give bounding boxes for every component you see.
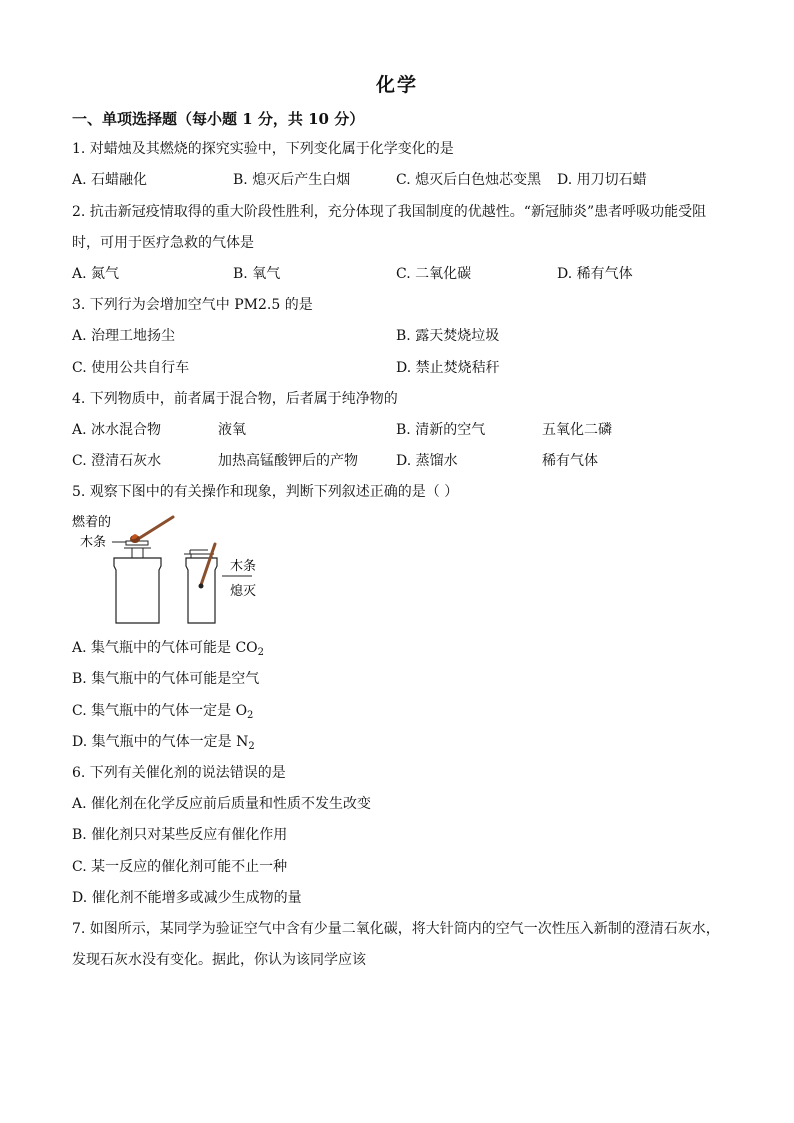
question-7-stem-line1: 7. 如图所示，某同学为验证空气中含有少量二氧化碳，将大针筒内的空气一次性压入新制的澄清石灰水， [72,921,720,937]
question-3-stem: 3. 下列行为会增加空气中 PM2.5 的是 [72,297,313,313]
question-4-option-b-first: B. 清新的空气 [396,422,486,438]
question-1-option-c: C. 熄灭后白色烛芯变黑 [396,172,542,188]
page-title: 化学 [375,74,418,96]
question-6-option-c: C. 某一反应的催化剂可能不止一种 [72,859,288,875]
question-3-option-c: C. 使用公共自行车 [72,360,190,376]
question-6-option-d: D. 催化剂不能增多或减少生成物的量 [72,890,302,906]
question-1-stem: 1. 对蜡烛及其燃烧的探究实验中，下列变化属于化学变化的是 [72,141,454,157]
question-4-option-a-first: A. 冰水混合物 [72,422,162,438]
left-gas-jar [114,541,161,623]
extinguished-wood-stick [199,544,216,589]
figure-label-burning: 燃着的 [72,515,112,530]
question-4-option-c-first: C. 澄清石灰水 [72,453,162,469]
question-2-option-b: B. 氧气 [233,266,281,282]
question-4-option-d-second: 稀有气体 [542,453,598,469]
question-2-stem-line2: 时，可用于医疗急救的气体是 [72,235,254,251]
question-7-stem-line2: 发现石灰水没有变化。据此，你认为该同学应该 [72,952,366,968]
question-5-option-a [72,638,264,658]
question-5-option-b: B. 集气瓶中的气体可能是空气 [72,671,260,687]
question-4-option-c-second: 加热高锰酸钾后的产物 [218,453,358,469]
figure-label-stick-left: 木条 [80,535,107,550]
gas-jar-figure [72,510,272,630]
subscript: 2 [257,647,265,658]
question-2-option-a: A. 氮气 [72,266,120,282]
question-4-option-d-first: D. 蒸馏水 [396,453,458,469]
question-4-option-b-second: 五氧化二磷 [542,422,612,438]
question-6-option-b: B. 催化剂只对某些反应有催化作用 [72,827,288,843]
question-5-option-c [72,701,253,721]
figure-label-extinguished: 熄灭 [230,584,257,599]
question-3-option-a: A. 治理工地扬尘 [72,328,176,344]
section-heading: 一、单项选择题（每小题 1 分，共 10 分） [72,110,365,128]
subscript: 2 [248,741,255,752]
question-5-option-d-text: D. 集气瓶中的气体一定是 N [72,734,249,750]
burning-wood-stick [130,517,173,543]
question-5-stem: 5. 观察下图中的有关操作和现象，判断下列叙述正确的是（ ） [72,484,459,500]
figure-label-stick-right: 木条 [230,559,257,574]
question-5-option-c-text: C. 集气瓶中的气体一定是 O [72,703,248,719]
question-4-option-a-second: 液氧 [218,422,246,438]
question-3-option-d: D. 禁止焚烧秸秆 [396,360,500,376]
question-2-stem-line1: 2. 抗击新冠疫情取得的重大阶段性胜利，充分体现了我国制度的优越性。“新冠肺炎”患者呼吸功能受阻 [72,204,707,220]
question-3-option-b: B. 露天焚烧垃圾 [396,328,500,344]
subscript: 2 [247,710,254,721]
question-1-option-d: D. 用刀切石蜡 [557,172,647,188]
question-2-option-c: C. 二氧化碳 [396,266,472,282]
question-6-option-a: A. 催化剂在化学反应前后质量和性质不发生改变 [72,796,372,812]
question-1-option-b: B. 熄灭后产生白烟 [233,172,351,188]
question-2-option-d: D. 稀有气体 [557,266,633,282]
question-5-option-d [72,732,255,752]
question-5-option-a-text: A. 集气瓶中的气体可能是 CO [72,640,258,656]
question-4-stem: 4. 下列物质中，前者属于混合物，后者属于纯净物的 [72,391,398,407]
question-1-option-a: A. 石蜡融化 [72,172,148,188]
question-6-stem: 6. 下列有关催化剂的说法错误的是 [72,765,286,781]
